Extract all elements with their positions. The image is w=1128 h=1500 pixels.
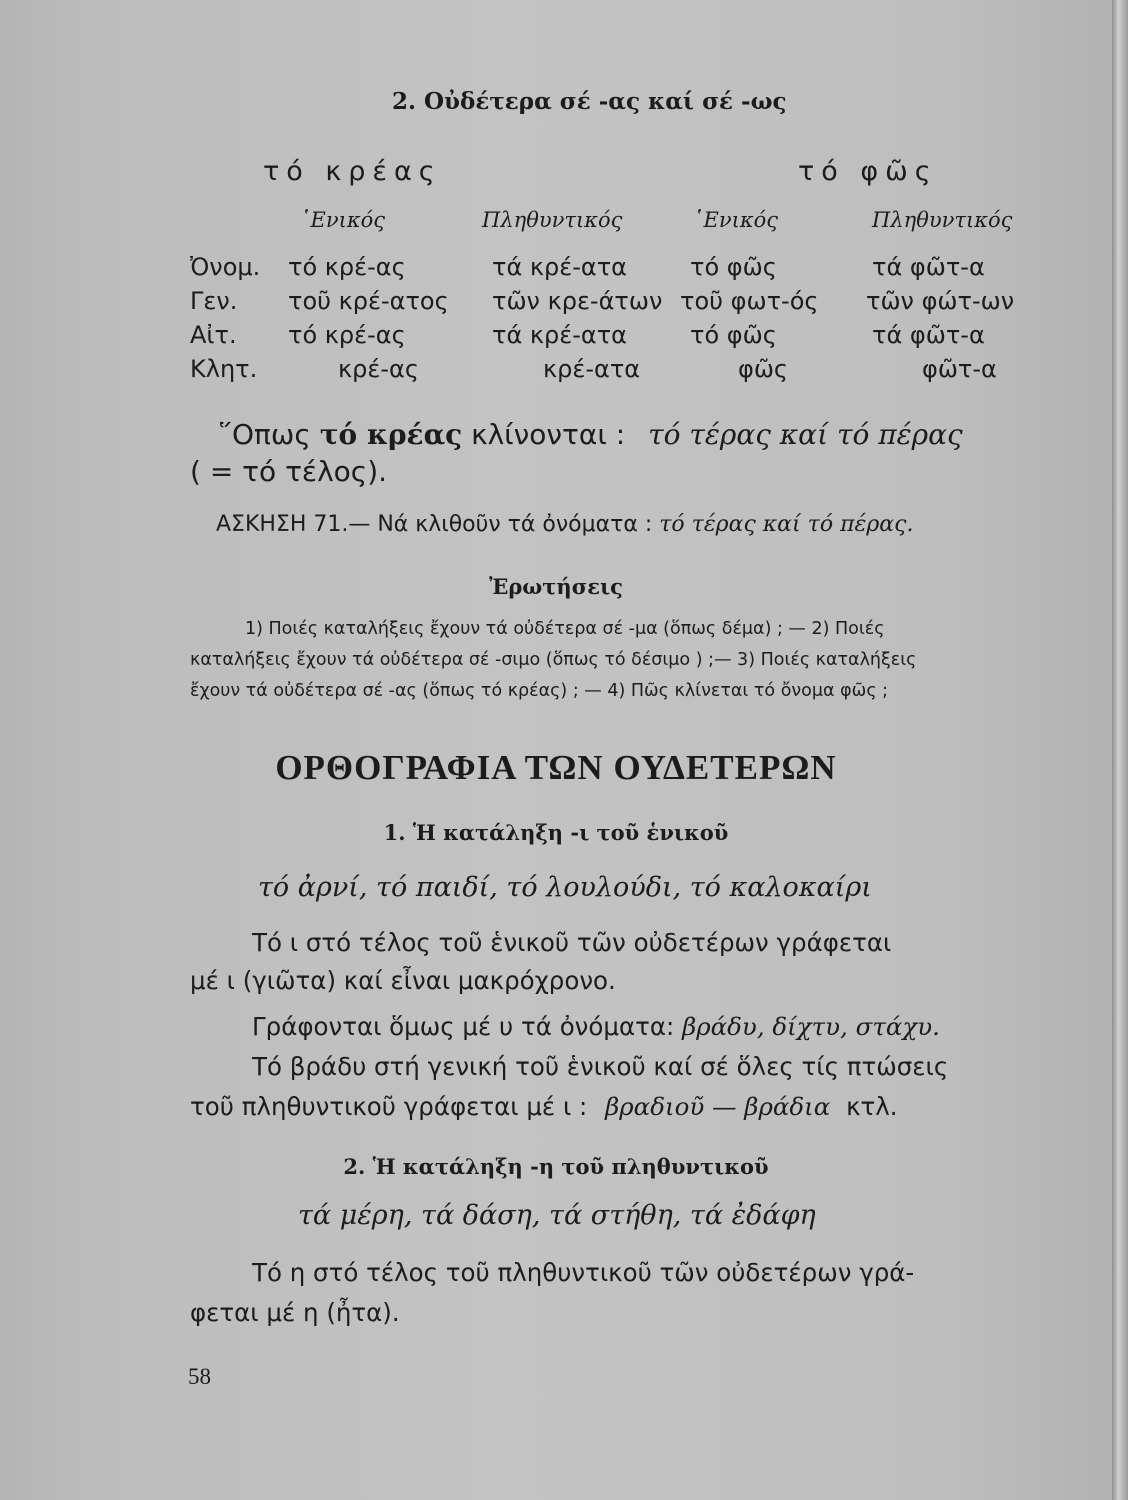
p2-start: Γράφονται ὅμως μέ υ τά ὀνόματα: [252, 1012, 675, 1041]
cell-pl1: κρέ-ατα [543, 355, 641, 383]
p2-line3-end: κτλ. [846, 1092, 898, 1121]
word-fos: τό φῶς [798, 156, 938, 187]
cell-sg2: τοῦ φωτ-ός [680, 287, 819, 315]
paragraph-3-line-2: φεται μέ η (ἦτα). [190, 1298, 400, 1327]
subheading-2: 2. Ἡ κατάληξη -η τοῦ πληθυντικοῦ [343, 1154, 769, 1179]
paragraph-2-line-2: Τό βράδυ στή γενική τοῦ ἑνικοῦ καί σέ ὅλες τίς πτώσεις [252, 1052, 949, 1081]
paragraph-1-line-2: μέ ι (γιῶτα) καί εἶναι μακρόχρονο. [190, 966, 616, 995]
cell-sg1: τό κρέ-ας [288, 321, 406, 349]
cell-sg1: κρέ-ας [338, 355, 419, 383]
question-line-1: 1) Ποιές καταλήξεις ἔχουν τά οὐδέτερα σέ -μα (ὅπως δέμα) ; — 2) Ποιές [245, 619, 885, 639]
cell-pl2: τῶν φώτ-ων [866, 287, 1015, 315]
cell-pl2: φῶτ-α [922, 355, 997, 383]
cell-sg1: τό κρέ-ας [288, 253, 406, 281]
case-label: Αἰτ. [190, 321, 237, 349]
examples-2: τά μέρη, τά δάση, τά στήθη, τά ἐδάφη [298, 1200, 816, 1231]
cell-pl2: τά φῶτ-α [872, 321, 985, 349]
exercise-line [216, 512, 913, 537]
page-edge [1112, 0, 1128, 1500]
cell-sg2: τό φῶς [690, 253, 777, 281]
note-line-2: ( = τό τέλος). [190, 455, 388, 488]
paragraph-1-line-1: Τό ι στό τέλος τοῦ ἑνικοῦ τῶν οὐδετέρων γράφεται [252, 928, 892, 957]
note-bold: τό κρέας [319, 418, 463, 451]
colhead-plural-2: Πληθυντικός [872, 208, 1013, 232]
orthography-title: ΟΡΘΟΓΡΑΦΙΑ ΤΩΝ ΟΥΔΕΤΕΡΩΝ [275, 748, 837, 787]
paragraph-2-line-1 [252, 1012, 940, 1041]
question-line-3: ἔχουν τά οὐδέτερα σέ -ας (ὅπως τό κρέας) ; — 4) Πῶς κλίνεται τό ὄνομα φῶς ; [190, 681, 889, 701]
section-heading: 2. Οὐδέτερα σέ -ας καί σέ -ως [392, 88, 787, 115]
cell-sg2: τό φῶς [690, 321, 777, 349]
exercise-italic: τό τέρας καί τό πέρας. [659, 512, 914, 537]
paragraph-2-line-3 [190, 1092, 898, 1121]
paragraph-3-line-1: Τό η στό τέλος τοῦ πληθυντικοῦ τῶν οὐδετέρων γρά- [252, 1258, 915, 1287]
p2-italic: βράδυ, δίχτυ, στάχυ. [682, 1012, 940, 1041]
colhead-singular-1: ῾Ενικός [300, 208, 386, 232]
case-label: Ὀνομ. [190, 253, 261, 281]
word-kreas: τό κρέας [263, 156, 442, 187]
case-label: Γεν. [190, 287, 238, 315]
note-start: ῞Οπως [218, 418, 311, 451]
colhead-singular-2: ῾Ενικός [693, 208, 779, 232]
examples-1: τό ἀρνί, τό παιδί, τό λουλούδι, τό καλοκαίρι [258, 872, 872, 903]
cell-pl1: τά κρέ-ατα [492, 253, 627, 281]
p2-line3-start: τοῦ πληθυντικοῦ γράφεται μέ ι : [190, 1092, 588, 1121]
cell-sg1: τοῦ κρέ-ατος [288, 287, 449, 315]
note-line [218, 418, 963, 451]
cell-pl1: τά κρέ-ατα [492, 321, 627, 349]
note-italic: τό τέρας καί τό πέρας [648, 418, 963, 451]
page-number: 58 [188, 1364, 211, 1389]
cell-sg2: φῶς [738, 355, 789, 383]
exercise-label: ΑΣΚΗΣΗ 71.— Νά κλιθοῦν τά ὀνόματα : [216, 512, 653, 537]
subheading-1: 1. Ἡ κατάληξη -ι τοῦ ἑνικοῦ [383, 820, 729, 845]
question-line-2: καταλήξεις ἔχουν τά οὐδέτερα σέ -σιμο (ὅπως τό δέσιμο ) ;— 3) Ποιές καταλήξεις [190, 650, 917, 670]
cell-pl1: τῶν κρε-άτων [492, 287, 663, 315]
note-mid: κλίνονται : [471, 418, 626, 451]
cell-pl2: τά φῶτ-α [872, 253, 985, 281]
p2-line3-italic: βραδιοῦ — βράδια [605, 1092, 831, 1121]
colhead-plural-1: Πληθυντικός [482, 208, 623, 232]
questions-title: Ἐρωτήσεις [489, 574, 623, 599]
case-label: Κλητ. [190, 355, 258, 383]
